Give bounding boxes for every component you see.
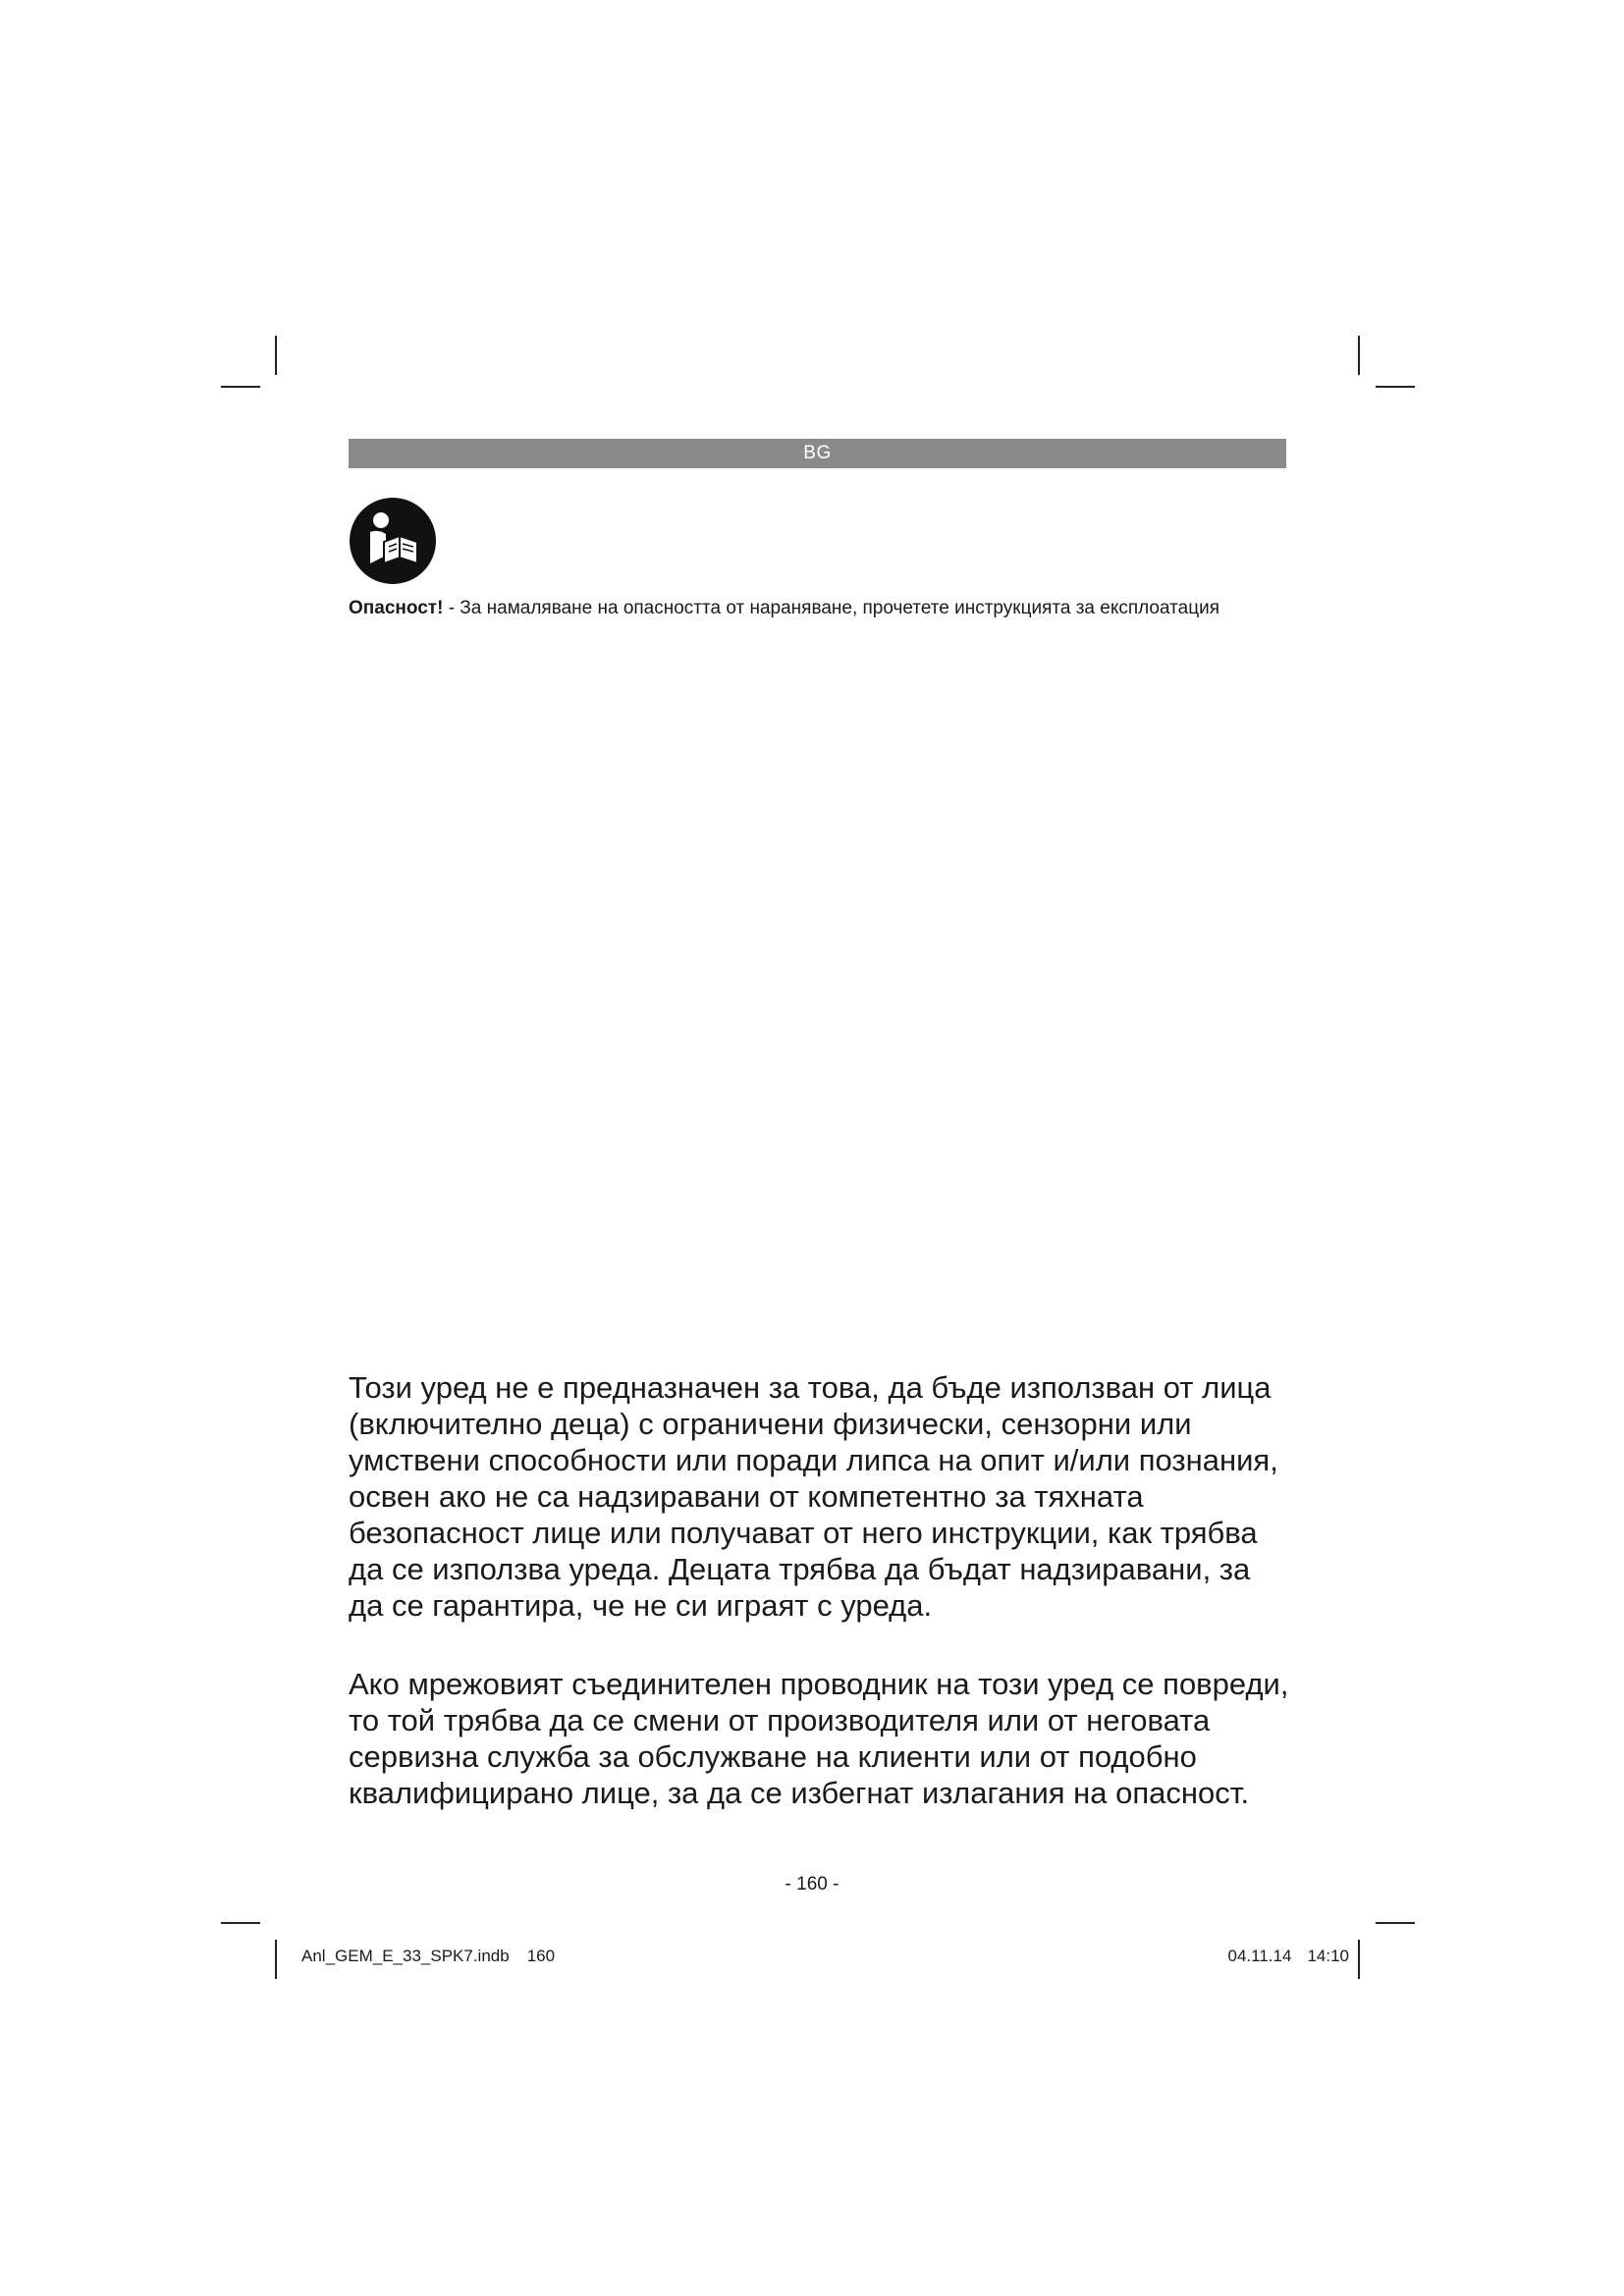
read-manual-icon: [349, 497, 437, 585]
paragraph-cable-replacement: Ако мрежовият съединителен проводник на този уред се повреди, то той трябва да се смени от производителя или от неговата сервизна служба за обслужване на клиенти или от подобно квалифицирано лице, за да се избегнат излагания на опасност.: [349, 1667, 1289, 1810]
crop-mark-top-left-vertical: [275, 336, 277, 375]
footer-file-info: [301, 1947, 555, 1966]
crop-mark-bottom-right-vertical: [1358, 1940, 1360, 1979]
footer-time: 14:10: [1307, 1947, 1349, 1965]
crop-mark-bottom-right-horizontal: [1376, 1922, 1415, 1924]
warning-text: - За намаляване на опасността от нараняване, прочетете инструкцията за експлоатация: [443, 598, 1219, 618]
crop-mark-top-right-vertical: [1358, 336, 1360, 375]
footer-filename: Anl_GEM_E_33_SPK7.indb: [301, 1947, 510, 1965]
language-code: BG: [803, 443, 832, 463]
language-bar: [349, 439, 1286, 468]
crop-mark-bottom-left-vertical: [275, 1940, 277, 1979]
crop-mark-top-right-horizontal: [1376, 386, 1415, 388]
warning-label: Опасност!: [349, 598, 444, 618]
warning-note: [349, 597, 1291, 620]
footer-file-page: 160: [526, 1947, 556, 1965]
footer-timestamp: [1228, 1947, 1349, 1966]
crop-mark-top-left-horizontal: [221, 386, 260, 388]
page-number: - 160 -: [785, 1874, 839, 1895]
crop-mark-bottom-left-horizontal: [221, 1922, 260, 1924]
footer-date: 04.11.14: [1227, 1947, 1292, 1965]
paragraph-usage-restriction: Този уред не е предназначен за това, да бъде използван от лица (включително деца) с ограничени физически, сензорни или умствени способности или поради липса на опит и/или познания, освен ако не са надзиравани от компетентно за тяхната безопасност лице или получават от него инструкции, как трябва да се използва уреда. Децата трябва да бъдат надзиравани, за да се гарантира, че не си играят с уреда.: [349, 1370, 1278, 1623]
